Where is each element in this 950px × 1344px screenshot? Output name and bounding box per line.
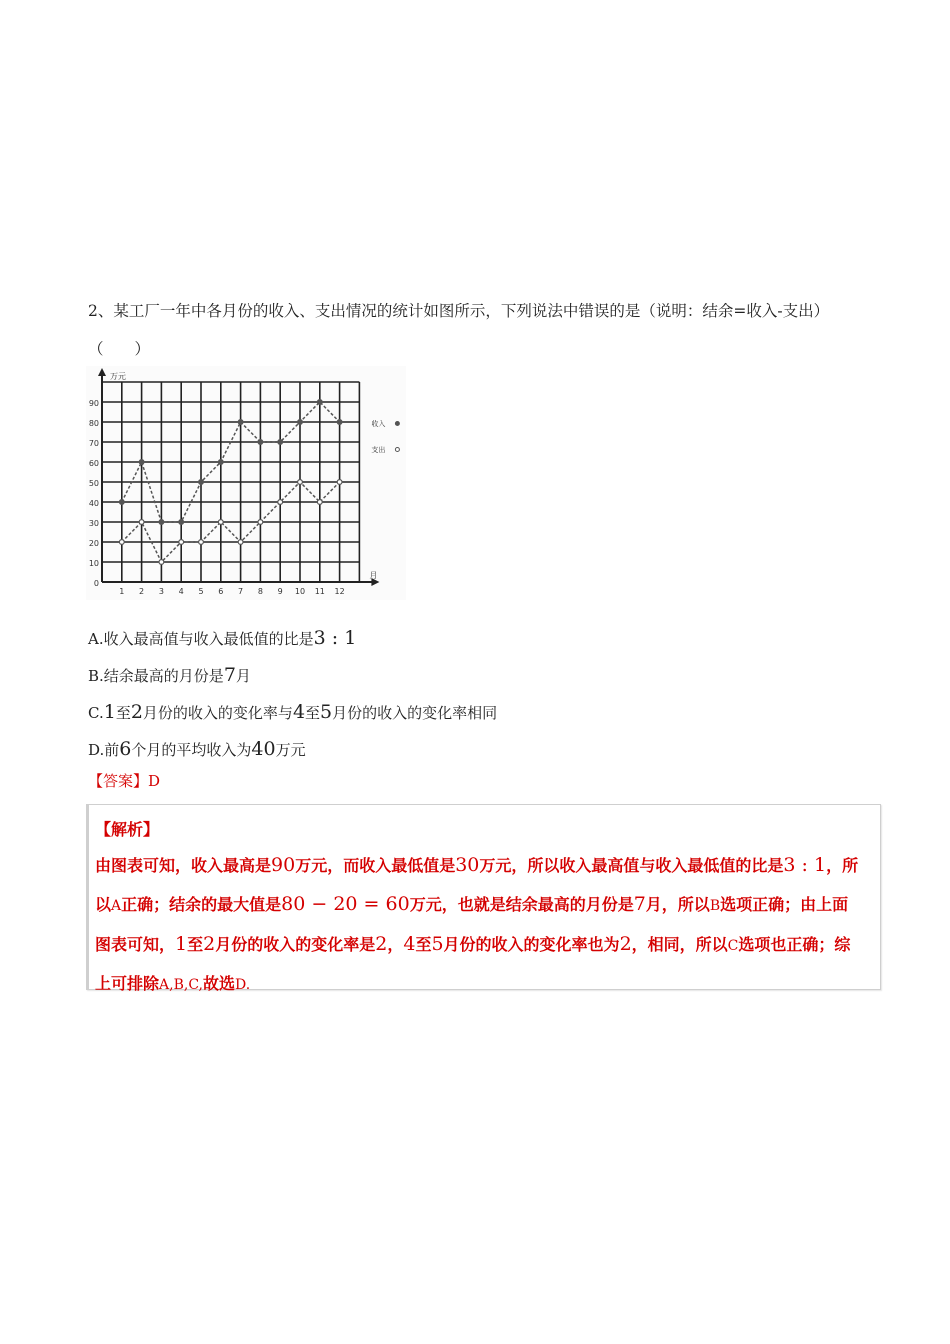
text-fragment: A,B,C, — [159, 977, 203, 993]
answer-line — [88, 770, 160, 791]
option-letter: D. — [88, 741, 105, 759]
y-tick-label: 20 — [88, 539, 99, 548]
option-d — [88, 733, 497, 770]
y-tick-label: 30 — [88, 519, 99, 528]
y-tick-label: 50 — [88, 479, 99, 488]
text-fragment: B — [709, 898, 721, 914]
text-fragment: D. — [235, 977, 251, 993]
text-fragment: 选项也正确；综 — [738, 935, 851, 954]
text-fragment: 至 — [305, 704, 321, 722]
text-fragment: 个月的平均收入为 — [131, 741, 252, 759]
math-value: 2 — [130, 701, 143, 723]
y-axis-label: 万元 — [110, 372, 126, 381]
math-value: 3 : 1 — [313, 627, 357, 649]
x-tick-label: 3 — [158, 587, 164, 596]
y-tick-label: 10 — [88, 559, 99, 568]
analysis-line — [95, 925, 873, 965]
text-fragment: 月份的收入的变化率与 — [142, 704, 293, 722]
math-value: 1 — [175, 933, 188, 955]
text-fragment: 正确；结余的最大值是 — [121, 895, 282, 914]
x-tick-label: 7 — [238, 587, 244, 596]
text-fragment: 选项正确；由上面 — [720, 895, 849, 914]
analysis-line — [95, 885, 873, 925]
math-value: 1 — [103, 701, 116, 723]
legend-label: 支出 — [371, 446, 386, 454]
text-fragment: 月份的收入的变化率是 — [215, 935, 376, 954]
data-point — [298, 420, 303, 425]
math-value: 3 : 1 — [783, 854, 827, 876]
text-fragment: 由图表可知，收入最高是 — [95, 856, 272, 875]
text-fragment: 结余最高的月份是 — [103, 667, 224, 685]
math-value: 4 — [292, 701, 306, 723]
y-tick-label: 70 — [88, 439, 99, 448]
data-point — [179, 520, 184, 525]
text-fragment: 至 — [115, 704, 131, 722]
data-point — [139, 460, 144, 465]
text-fragment: 月份的收入的变化率相同 — [332, 704, 498, 722]
text-fragment: ，相同，所以 — [631, 935, 728, 954]
text-fragment: 收入最高值与收入最低值的比是 — [103, 630, 314, 648]
option-b — [88, 659, 497, 696]
text-fragment: 至 — [187, 935, 204, 954]
math-value: 2 — [203, 933, 216, 955]
chart-svg — [86, 366, 406, 600]
legend-marker — [395, 448, 399, 452]
data-point — [258, 440, 263, 445]
income-expense-chart — [86, 366, 406, 600]
data-point — [298, 480, 303, 485]
math-value: 7 — [633, 893, 646, 915]
data-point — [337, 420, 342, 425]
text-fragment: 故选 — [202, 974, 235, 993]
math-value: 2 — [375, 933, 388, 955]
x-tick-label: 10 — [294, 587, 306, 596]
x-tick-label: 11 — [314, 587, 325, 596]
data-point — [317, 400, 322, 405]
option-letter: A. — [88, 630, 104, 648]
x-tick-label: 6 — [218, 587, 224, 596]
options-list — [88, 622, 497, 770]
text-fragment: 至 — [415, 935, 432, 954]
y-tick-label: 90 — [88, 399, 99, 408]
text-fragment: 月份的收入的变化率也为 — [443, 935, 620, 954]
text-fragment: 万元，所以收入最高值与收入最低值的比是 — [479, 856, 784, 875]
text-fragment: 月，所以 — [645, 895, 710, 914]
x-tick-label: 2 — [139, 587, 145, 596]
text-fragment: 前 — [104, 741, 120, 759]
math-value: 4 — [403, 933, 416, 955]
math-value: 80 − 20 = 60 — [281, 893, 410, 915]
analysis-line — [95, 846, 873, 885]
text-fragment: 上可排除 — [95, 974, 160, 993]
text-fragment: ， — [387, 935, 404, 954]
text-fragment: 万元 — [275, 741, 306, 759]
x-tick-label: 4 — [178, 587, 184, 596]
data-point — [218, 460, 223, 465]
option-a — [88, 622, 497, 659]
data-point — [278, 500, 283, 505]
data-point — [119, 500, 124, 505]
x-tick-label: 5 — [198, 587, 204, 596]
text-fragment: 图表可知， — [95, 935, 176, 954]
x-tick-label: 8 — [257, 587, 263, 596]
data-point — [139, 520, 144, 525]
legend-marker — [395, 422, 399, 426]
math-value: 7 — [223, 664, 236, 686]
data-point — [159, 560, 164, 565]
option-letter: C. — [88, 704, 104, 722]
analysis-body — [95, 846, 873, 1004]
data-point — [337, 480, 342, 485]
text-fragment: A — [111, 898, 122, 914]
data-point — [238, 540, 243, 545]
data-point — [199, 480, 204, 485]
option-c — [88, 696, 497, 733]
math-value: 90 — [271, 854, 296, 876]
data-point — [317, 500, 322, 505]
math-value: 30 — [455, 854, 480, 876]
analysis-box — [86, 804, 881, 993]
text-fragment: C — [727, 938, 739, 954]
answer-label: 【答案】 — [88, 772, 149, 790]
text-fragment: 万元，也就是结余最高的月份是 — [409, 895, 634, 914]
x-tick-label: 1 — [119, 587, 125, 596]
math-value: 5 — [320, 701, 333, 723]
math-value: 5 — [431, 933, 444, 955]
math-value: 6 — [119, 738, 132, 760]
x-axis-label: 月 — [369, 571, 378, 580]
x-tick-label: 9 — [277, 587, 283, 596]
legend-label: 收入 — [371, 420, 386, 428]
x-tick-label: 12 — [334, 587, 345, 596]
data-point — [278, 440, 283, 445]
y-axis-arrow — [98, 368, 106, 376]
y-tick-label: 40 — [88, 499, 99, 508]
math-value: 2 — [619, 933, 632, 955]
data-point — [159, 520, 164, 525]
text-fragment: ，所 — [826, 856, 859, 875]
text-fragment: 万元，而收入最低值是 — [295, 856, 456, 875]
math-value: 40 — [251, 738, 276, 760]
text-fragment: 月 — [235, 667, 251, 685]
data-point — [218, 520, 223, 525]
text-fragment: 以 — [95, 895, 112, 914]
y-tick-label: 60 — [88, 459, 99, 468]
analysis-line — [95, 965, 873, 1004]
question-text: 2、某工厂一年中各月份的收入、支出情况的统计如图所示，下列说法中错误的是（说明：结余=收入-支出）（ ） — [88, 302, 830, 358]
option-letter: B. — [88, 667, 104, 685]
data-point — [199, 540, 204, 545]
y-tick-label: 0 — [93, 579, 99, 588]
data-point — [258, 520, 263, 525]
answer-value: D — [148, 772, 161, 790]
data-point — [119, 540, 124, 545]
data-point — [179, 540, 184, 545]
data-point — [238, 420, 243, 425]
y-tick-label: 80 — [88, 419, 99, 428]
analysis-heading: 【解析】 — [95, 820, 160, 839]
